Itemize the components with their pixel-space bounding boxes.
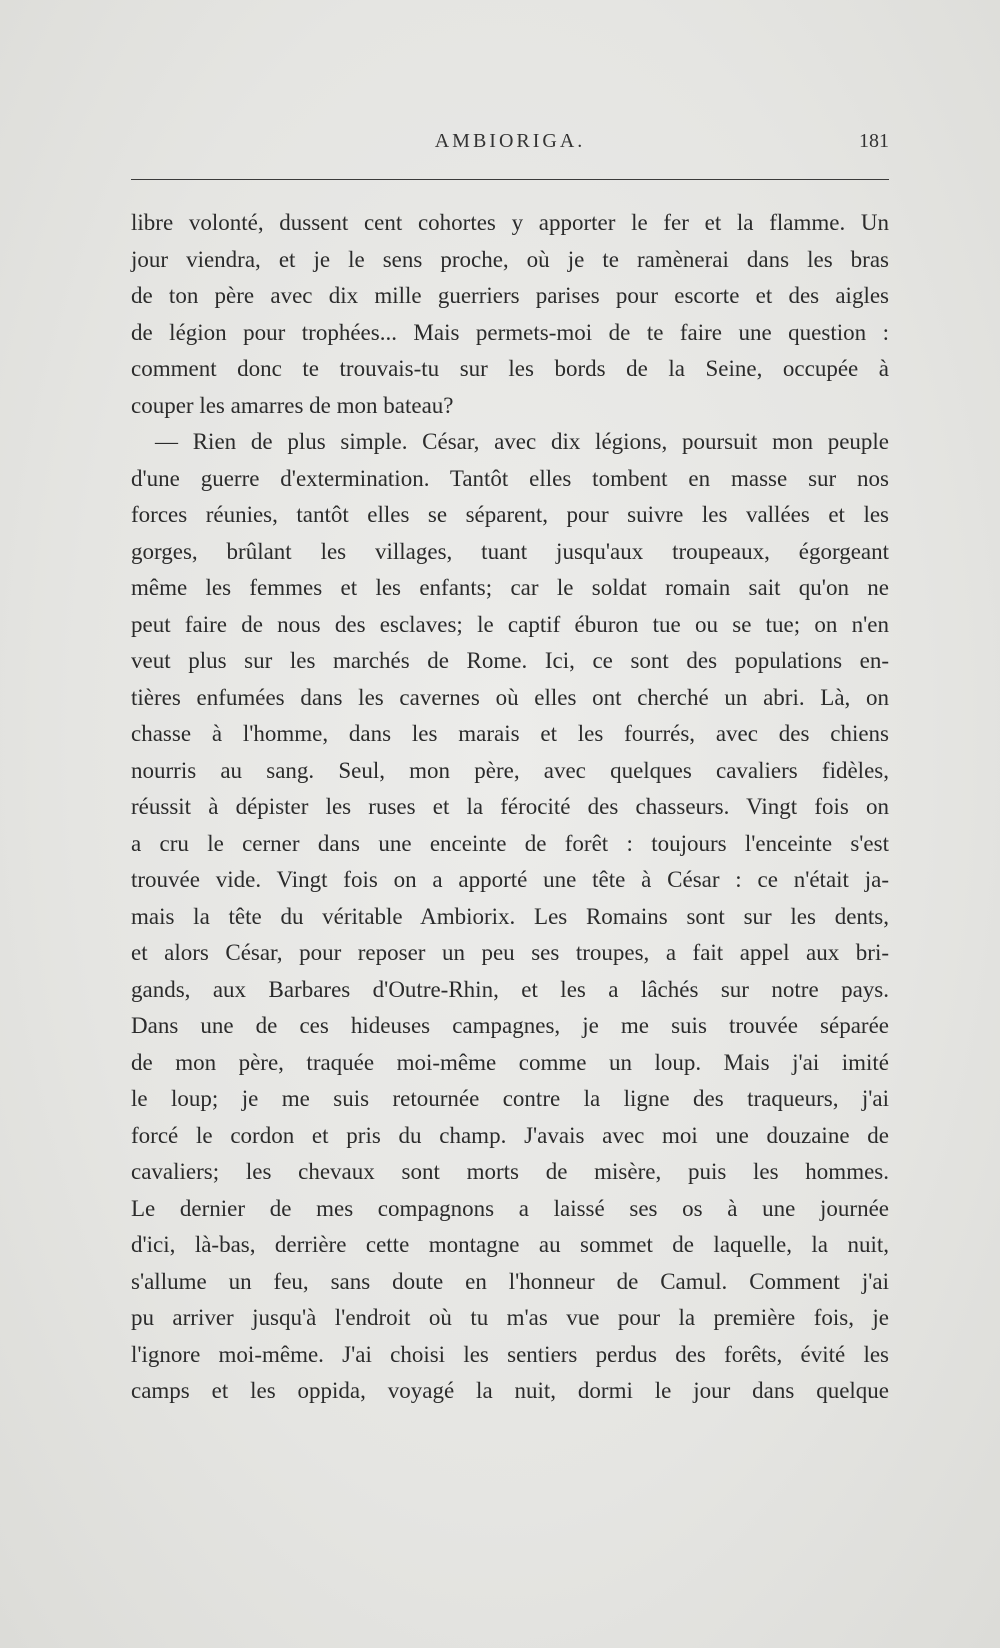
text-line: d'une guerre d'extermination. Tantôt elles tombent en masse sur nos <box>131 465 889 491</box>
text-line: chasse à l'homme, dans les marais et les fourrés, avec des chiens <box>131 721 889 746</box>
text-line: trouvée vide. Vingt fois on a apporté une tête à César : ce n'était ja- <box>131 867 889 892</box>
text-line: a cru le cerner dans une enceinte de forêt : toujours l'enceinte s'est <box>131 830 889 856</box>
text-line: camps et les oppida, voyagé la nuit, dormi le jour dans quelque <box>131 1378 889 1403</box>
text-line: mais la tête du véritable Ambiorix. Les Romains sont sur les dents, <box>131 903 889 929</box>
text-line: de ton père avec dix mille guerriers parises pour escorte et des aigles <box>131 283 889 308</box>
text-line: tières enfumées dans les cavernes où elles ont cherché un abri. Là, on <box>131 684 889 710</box>
text-line: Dans une de ces hideuses campagnes, je me suis trouvée séparée <box>131 1013 889 1038</box>
text-line: nourris au sang. Seul, mon père, avec quelques cavaliers fidèles, <box>131 757 889 783</box>
text-line: — Rien de plus simple. César, avec dix légions, poursuit mon peuple <box>155 429 889 454</box>
running-title: AMBIORIGA. <box>434 130 586 152</box>
text-line: cavaliers; les chevaux sont morts de misère, puis les hommes. <box>131 1159 889 1184</box>
text-line: et alors César, pour reposer un peu ses troupes, a fait appel aux bri- <box>131 940 889 965</box>
body-text <box>131 205 889 1410</box>
text-line: gorges, brûlant les villages, tuant jusqu'aux troupeaux, égorgeant <box>131 538 889 564</box>
text-line: l'ignore moi-même. J'ai choisi les sentiers perdus des forêts, évité les <box>131 1341 889 1367</box>
text-line: jour viendra, et je le sens proche, où je te ramènerai dans les bras <box>131 246 889 272</box>
text-line: peut faire de nous des esclaves; le captif éburon tue ou se tue; on n'en <box>131 611 889 637</box>
text-line: réussit à dépister les ruses et la férocité des chasseurs. Vingt fois on <box>131 794 889 819</box>
page-number: 181 <box>859 130 889 152</box>
header-rule <box>131 179 889 180</box>
text-line: de légion pour trophées... Mais permets-moi de te faire une question : <box>131 319 889 345</box>
text-line: gands, aux Barbares d'Outre-Rhin, et les a lâchés sur notre pays. <box>131 976 889 1002</box>
text-line: même les femmes et les enfants; car le soldat romain sait qu'on ne <box>131 575 889 600</box>
running-head <box>131 130 889 160</box>
text-line: forcé le cordon et pris du champ. J'avais avec moi une douzaine de <box>131 1122 889 1148</box>
text-line: couper les amarres de mon bateau? <box>131 392 454 418</box>
text-line: libre volonté, dussent cent cohortes y apporter le fer et la flamme. Un <box>131 210 889 235</box>
text-line: le loup; je me suis retournée contre la ligne des traqueurs, j'ai <box>131 1086 889 1111</box>
text-line: d'ici, là-bas, derrière cette montagne au sommet de laquelle, la nuit, <box>131 1232 889 1257</box>
text-line: Le dernier de mes compagnons a laissé ses os à une journée <box>131 1195 889 1221</box>
text-line: forces réunies, tantôt elles se séparent, pour suivre les vallées et les <box>131 502 889 527</box>
text-line: de mon père, traquée moi-même comme un loup. Mais j'ai imité <box>131 1049 889 1075</box>
text-line: s'allume un feu, sans doute en l'honneur de Camul. Comment j'ai <box>131 1268 889 1294</box>
text-line: veut plus sur les marchés de Rome. Ici, ce sont des populations en- <box>131 648 889 673</box>
text-line: pu arriver jusqu'à l'endroit où tu m'as vue pour la première fois, je <box>131 1305 889 1330</box>
text-line: comment donc te trouvais-tu sur les bords de la Seine, occupée à <box>131 356 889 381</box>
